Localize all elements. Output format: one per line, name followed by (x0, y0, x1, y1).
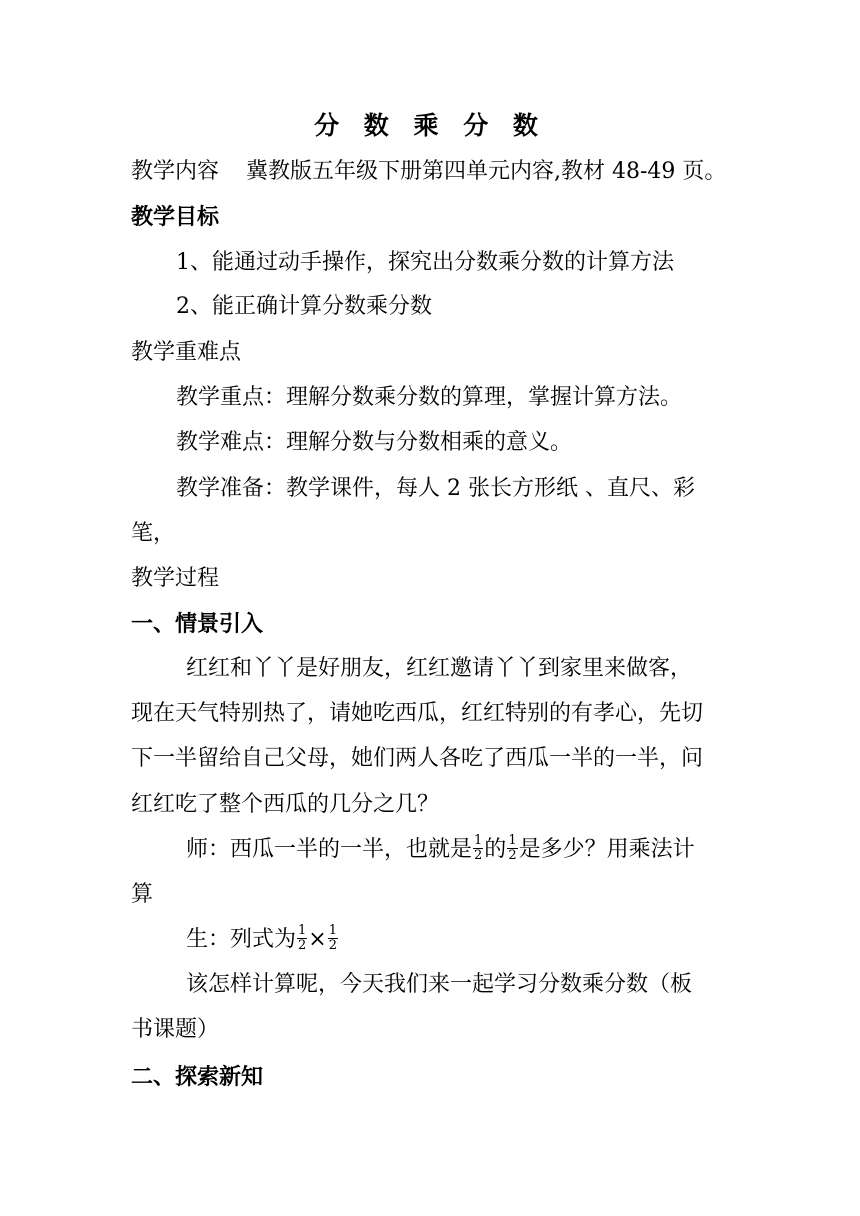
times-sign: × (308, 927, 327, 952)
goals-heading: 教学目标 (131, 204, 220, 230)
difficult-point: 教学难点：理解分数与分数相乘的意义。 (176, 430, 573, 455)
teacher-question-part-a: 师：西瓜一半的一半，也就是 (186, 837, 473, 862)
fraction-one-half: $\frac{1}{2}$ (328, 922, 338, 953)
student-answer-line (186, 922, 339, 955)
goal-item-1: 1、能通过动手操作，探究出分数乘分数的计算方法 (176, 250, 674, 275)
section-2-heading: 二、探索新知 (131, 1064, 264, 1090)
story-line-3: 下一半留给自己父母，她们两人各吃了西瓜一半的一半，问 (131, 746, 704, 771)
howto-line-2: 书课题） (131, 1017, 220, 1042)
teacher-question-line (186, 832, 695, 865)
teaching-content-text: 冀教版五年级下册第四单元内容,教材 48-49 页。 (246, 159, 727, 184)
teacher-question-part-b: 的 (484, 837, 507, 862)
teaching-content-line (131, 157, 726, 187)
teaching-content-label: 教学内容 (131, 159, 220, 184)
teacher-question-part-c: 是多少？用乘法计 (518, 837, 695, 862)
story-line-2: 现在天气特别热了，请她吃西瓜，红红特别的有孝心，先切 (131, 701, 704, 726)
student-answer-label: 生：列式为 (186, 927, 297, 952)
process-heading: 教学过程 (131, 566, 220, 591)
fraction-one-half: $\frac{1}{2}$ (508, 832, 517, 863)
fraction-one-half: $\frac{1}{2}$ (298, 922, 307, 953)
story-line-4: 红红吃了整个西瓜的几分之几？ (131, 792, 440, 817)
teacher-question-line-2: 算 (131, 882, 154, 907)
document-title: 分 数 乘 分 数 (314, 111, 546, 140)
preparation-line-2: 笔， (131, 521, 176, 546)
key-difficult-heading: 教学重难点 (131, 340, 242, 365)
story-line-1: 红红和丫丫是好朋友，红红邀请丫丫到家里来做客， (186, 656, 693, 681)
goal-item-2: 2、能正确计算分数乘分数 (176, 294, 432, 319)
preparation-line-1: 教学准备：教学课件，每人 2 张长方形纸 、直尺、彩 (176, 476, 695, 501)
section-1-heading: 一、情景引入 (131, 611, 264, 637)
key-point: 教学重点：理解分数乘分数的算理，掌握计算方法。 (176, 385, 683, 410)
howto-line-1: 该怎样计算呢，今天我们来一起学习分数乘分数（板 (186, 972, 693, 997)
fraction-one-half: $\frac{1}{2}$ (474, 832, 483, 863)
